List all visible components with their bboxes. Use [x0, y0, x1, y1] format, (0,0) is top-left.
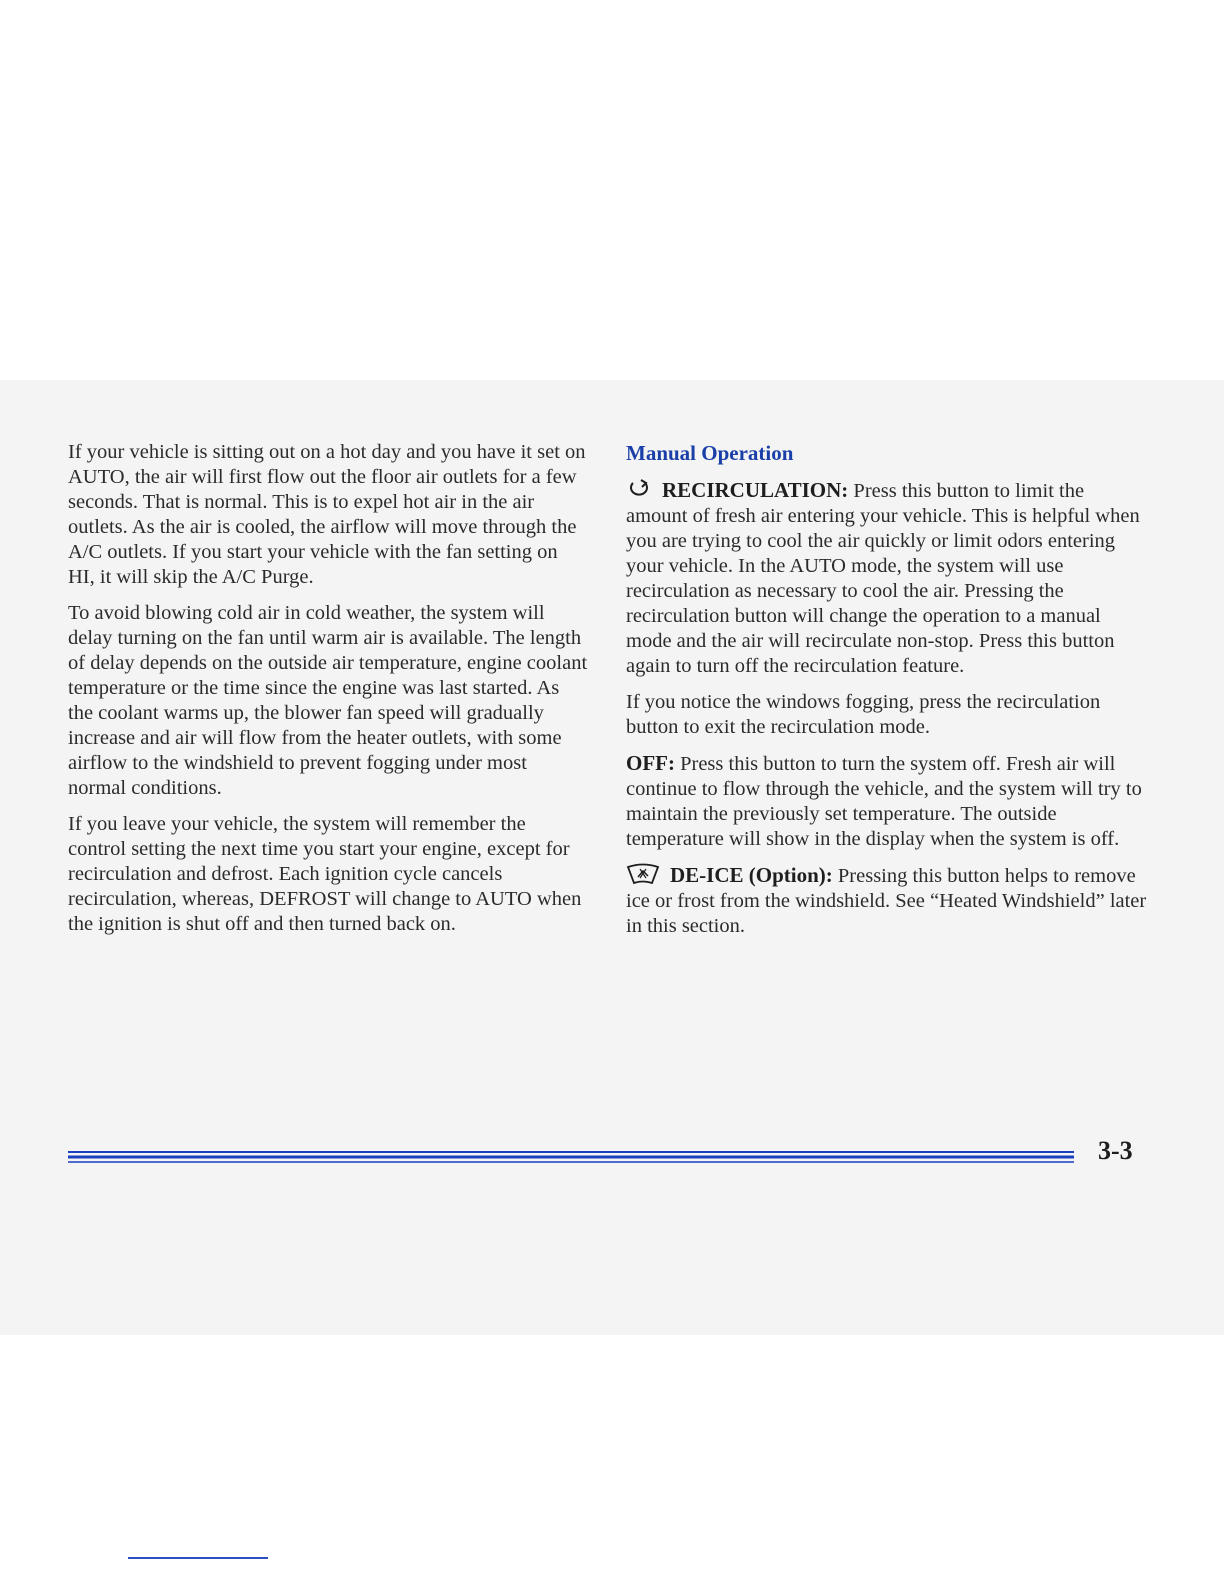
- deice-paragraph: [626, 863, 1148, 939]
- right-column: [626, 440, 1148, 950]
- off-paragraph: [626, 751, 1148, 852]
- deice-text: Pressing this button helps to remove ice or frost from the windshield. See “Heated Windshield” later in this section.: [626, 865, 1147, 937]
- recirculation-term: RECIRCULATION:: [662, 478, 849, 502]
- recirculation-paragraph: [626, 478, 1148, 679]
- recirculation-icon: [626, 479, 652, 499]
- off-term: OFF:: [626, 751, 675, 775]
- bottom-link-underline[interactable]: [128, 1557, 268, 1559]
- deice-term: DE-ICE (Option):: [670, 863, 833, 887]
- footer-rule: [68, 1148, 1074, 1164]
- off-text: Press this button to turn the system off. Fresh air will continue to flow through the vehicle, and the system will try to maintain the previously set temperature. The outside temperature will show in the display when the system is off.: [626, 753, 1142, 850]
- section-heading: Manual Operation: [626, 441, 794, 465]
- fogging-note: If you notice the windows fogging, press the recirculation button to exit the recirculation mode.: [626, 691, 1101, 738]
- page-number: 3-3: [1098, 1136, 1133, 1165]
- recirculation-text: Press this button to limit the amount of fresh air entering your vehicle. This is helpful when you are trying to cool the air quickly or limit odors entering your vehicle. In the AUTO mode, the system will use recirculation as necessary to cool the air. Pressing the recirculation button will change the operation to a manual mode and the air will recirculate non-stop. Press this button again to turn off the recirculation feature.: [626, 480, 1140, 677]
- left-column: [68, 440, 588, 948]
- paragraph-hot-day-auto: If your vehicle is sitting out on a hot day and you have it set on AUTO, the air will first flow out the floor air outlets for a few seconds. That is normal. This is to expel hot air in the air outlets. As the air is cooled, the airflow will move through the A/C outlets. If you start your vehicle with the fan setting on HI, it will skip the A/C Purge.: [68, 441, 586, 588]
- paragraph-cold-weather: To avoid blowing cold air in cold weather, the system will delay turning on the fan until warm air is available. The length of delay depends on the outside air temperature, engine coolant temperature or the time since the engine was last started. As the coolant warms up, the blower fan speed will gradually increase and air will flow from the heater outlets, with some airflow to the windshield to prevent fogging under most normal conditions.: [68, 602, 588, 799]
- deice-icon: [626, 863, 660, 885]
- paragraph-remember-setting: If you leave your vehicle, the system will remember the control setting the next time you start your engine, except for recirculation and defrost. Each ignition cycle cancels recirculation, whereas, DEFROST will change to AUTO when the ignition is shut off and then turned back on.: [68, 813, 582, 935]
